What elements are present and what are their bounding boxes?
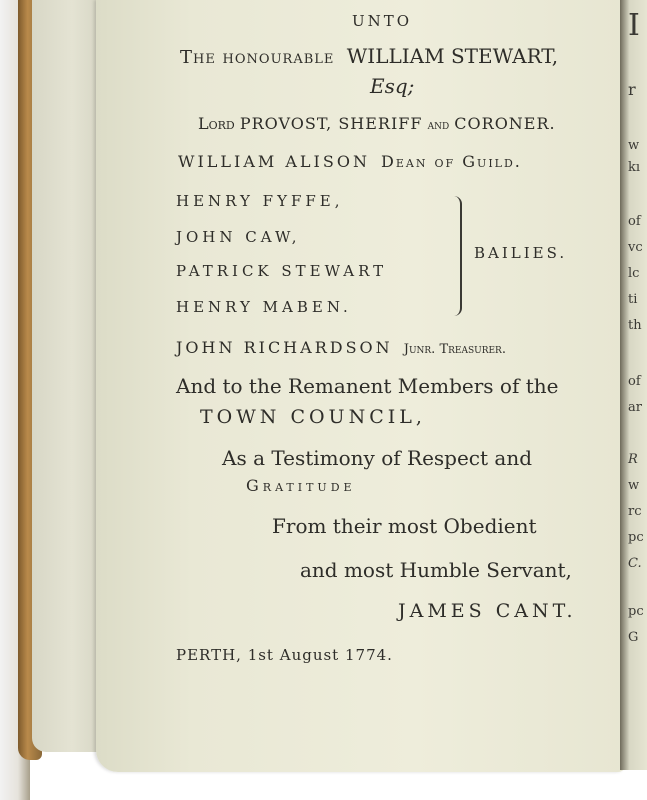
richardson-name: JOHN RICHARDSON (176, 338, 393, 357)
honourable-prefix: The honourable (180, 47, 335, 68)
gratitude-line: Gratitude (246, 476, 356, 495)
and-word: and (427, 118, 450, 133)
alison-name: WILLIAM ALISON (178, 152, 370, 171)
next-page-fragment: vc (628, 240, 643, 255)
next-page-fragment: th (628, 318, 642, 333)
signature-line: JAMES CANT. (398, 600, 577, 622)
richardson-title: Junr. Treasurer. (403, 342, 506, 357)
next-page-fragment: C. (628, 556, 642, 571)
lord-prefix: Lord (198, 114, 235, 133)
next-page-fragment: R (628, 452, 638, 467)
bailie-3: PATRICK STEWART (176, 262, 388, 280)
next-page-fragment: G (628, 630, 639, 645)
unto-heading: UNTO (352, 12, 413, 30)
dateline: PERTH, 1st August 1774. (176, 646, 393, 664)
town-council-line: TOWN COUNCIL, (200, 406, 426, 428)
testimony-line: As a Testimony of Respect and (222, 446, 533, 470)
honourable-line (180, 44, 558, 68)
honourable-name: WILLIAM STEWART, (346, 44, 559, 68)
bailie-1: HENRY FYFFE, (176, 192, 344, 210)
esq-text: Esq; (370, 74, 415, 98)
next-page-fragment: of (628, 374, 641, 389)
next-page-fragment: pc (628, 530, 644, 545)
coroner-word: CORONER. (454, 114, 556, 133)
alison-title: Dean of Guild. (381, 152, 522, 171)
next-page-fragment: I (628, 8, 640, 43)
remanent-line: And to the Remanent Members of the (176, 374, 559, 398)
treasurer-line (176, 338, 506, 357)
next-page-fragment: pc (628, 604, 644, 619)
lord-rest: PROVOST, SHERIFF (239, 114, 423, 133)
bailie-4: HENRY MABEN. (176, 298, 352, 316)
bailies-brace (450, 196, 462, 316)
next-page-fragment: kı (628, 160, 641, 175)
from-their-line: From their most Obedient (272, 514, 537, 538)
humble-servant-line: and most Humble Servant, (300, 558, 572, 582)
next-page-fragment: r (628, 80, 636, 99)
next-page-fragment: w (628, 478, 640, 493)
next-page-fragment: of (628, 214, 641, 229)
next-page-fragment: rc (628, 504, 642, 519)
next-page-fragment: ti (628, 292, 638, 307)
next-page-fragment: lc (628, 266, 640, 281)
dean-of-guild-line (178, 152, 522, 171)
lord-provost-line (198, 114, 556, 133)
next-page-fragment: w (628, 138, 640, 153)
next-page-fragment: ar (628, 400, 642, 415)
bailies-label: BAILIES. (474, 244, 568, 262)
bailie-2: JOHN CAW, (176, 228, 301, 246)
